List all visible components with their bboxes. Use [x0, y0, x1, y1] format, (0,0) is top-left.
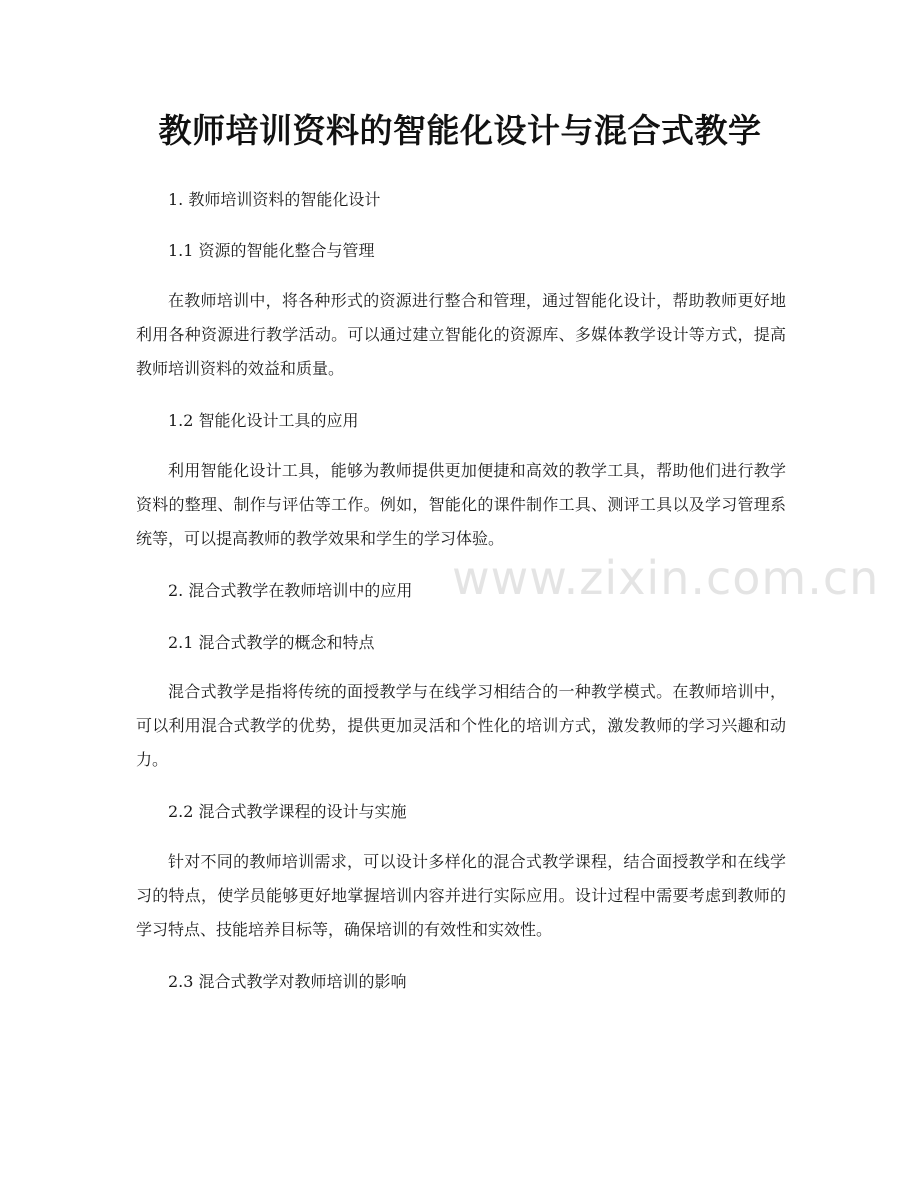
subsection-heading-2-2: 2.2 混合式教学课程的设计与实施 — [168, 802, 407, 821]
paragraph-1-2: 利用智能化设计工具，能够为教师提供更加便捷和高效的教学工具，帮助他们进行教学资料的整理、制作与评估等工作。例如，智能化的课件制作工具、测评工具以及学习管理系统等，可以提高教师的教学效果和学生的学习体验。 — [136, 461, 786, 548]
subsection-heading-1-1: 1.1 资源的智能化整合与管理 — [168, 241, 375, 260]
paragraph-2-2: 针对不同的教师培训需求，可以设计多样化的混合式教学课程，结合面授教学和在线学习的特点，使学员能够更好地掌握培训内容并进行实际应用。设计过程中需要考虑到教师的学习特点、技能培养目标等，确保培训的有效性和实效性。 — [136, 852, 786, 939]
subsection-heading-2-3: 2.3 混合式教学对教师培训的影响 — [168, 972, 407, 991]
subsection-heading-1-2: 1.2 智能化设计工具的应用 — [168, 411, 359, 430]
subsection-heading-2-1: 2.1 混合式教学的概念和特点 — [168, 633, 375, 652]
document-title: 教师培训资料的智能化设计与混合式教学 — [158, 111, 762, 150]
paragraph-1-1: 在教师培训中，将各种形式的资源进行整合和管理，通过智能化设计，帮助教师更好地利用各种资源进行教学活动。可以通过建立智能化的资源库、多媒体教学设计等方式，提高教师培训资料的效益和质量。 — [136, 291, 786, 378]
section-heading-1: 1. 教师培训资料的智能化设计 — [168, 190, 381, 209]
paragraph-2-1: 混合式教学是指将传统的面授教学与在线学习相结合的一种教学模式。在教师培训中，可以利用混合式教学的优势，提供更加灵活和个性化的培训方式，激发教师的学习兴趣和动力。 — [136, 682, 786, 769]
section-heading-2: 2. 混合式教学在教师培训中的应用 — [168, 581, 413, 600]
watermark: www.zixin.com.cn — [452, 551, 880, 605]
